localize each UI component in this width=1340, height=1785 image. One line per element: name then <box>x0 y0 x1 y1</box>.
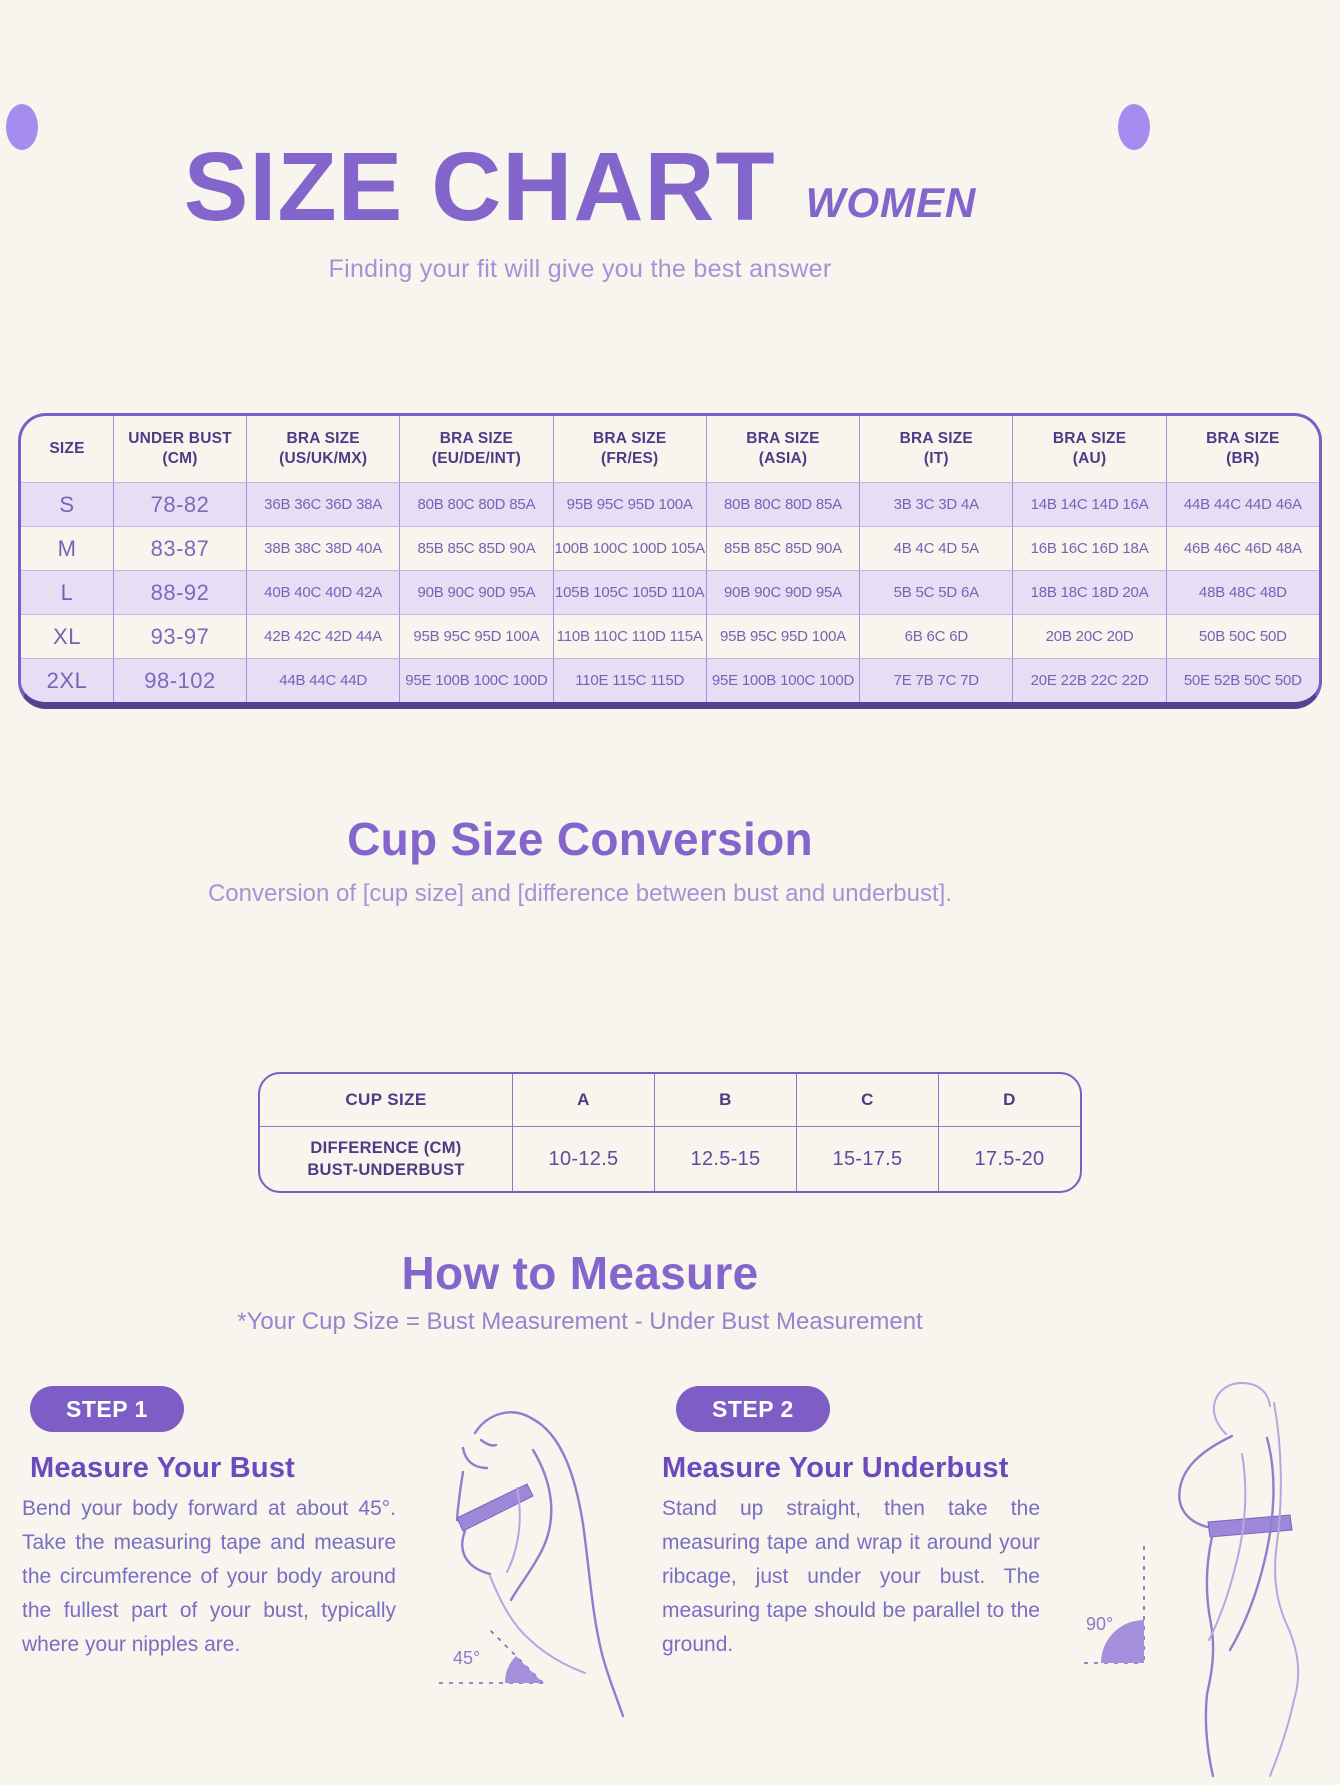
cell: L <box>60 579 74 605</box>
cup-row-label-line1: DIFFERENCE (CM) <box>310 1138 462 1157</box>
header-line: (CM) <box>162 450 198 467</box>
cell: 95B 95C 95D 100A <box>706 615 859 658</box>
header-line: BRA SIZE <box>899 429 973 447</box>
cup-table-data-row <box>260 1126 1080 1191</box>
tagline: Finding your fit will give you the best answer <box>328 255 832 283</box>
cell: XL <box>53 623 81 649</box>
column-header-underbust <box>113 416 246 482</box>
column-header-it <box>859 416 1012 482</box>
cup-header-label: CUP SIZE <box>345 1090 427 1109</box>
cell: 85B 85C 85D 90A <box>399 527 552 570</box>
cell: 14B 14C 14D 16A <box>1012 483 1165 526</box>
cell: M <box>57 535 77 561</box>
cell: 4B 4C 4D 5A <box>859 527 1012 570</box>
cell: 90B 90C 90D 95A <box>706 571 859 614</box>
cup-header-b: B <box>654 1074 796 1126</box>
size-table-header-row <box>21 416 1319 482</box>
cell: 38B 38C 38D 40A <box>246 527 399 570</box>
angle-label-90: 90° <box>1086 1614 1114 1634</box>
angle-label-45: 45° <box>453 1648 481 1668</box>
column-header-br <box>1166 416 1319 482</box>
cell: 50E 52B 50C 50D <box>1166 659 1319 702</box>
header-line: BRA SIZE <box>439 429 514 447</box>
step1-body: Bend your body forward at about 45°. Take the measuring tape and measure the circumference of your body around the fullest part of your bust, typically where your nipples are. <box>22 1497 396 1656</box>
how-to-measure-heading <box>0 1246 1160 1336</box>
column-header-asia <box>706 416 859 482</box>
cell: 105B 105C 105D 110A <box>553 571 706 614</box>
cell: 85B 85C 85D 90A <box>706 527 859 570</box>
size-row-s <box>21 482 1319 526</box>
step2-badge-label: STEP 2 <box>712 1395 794 1422</box>
cell: 93-97 <box>113 615 246 658</box>
cell: 6B 6C 6D <box>859 615 1012 658</box>
cup-table-header-row <box>260 1074 1080 1126</box>
cell: 44B 44C 44D 46A <box>1166 483 1319 526</box>
cell: 44B 44C 44D <box>246 659 399 702</box>
cell: 40B 40C 40D 42A <box>246 571 399 614</box>
header-line: BRA SIZE <box>746 429 820 447</box>
size-row-xl <box>21 614 1319 658</box>
step1-title: Measure Your Bust <box>30 1452 296 1484</box>
cup-size-section-heading <box>0 812 1160 908</box>
column-header-au <box>1012 416 1165 482</box>
header <box>0 132 1160 284</box>
underbust-measurement-illustration <box>1072 1378 1340 1785</box>
column-header-fr-es <box>553 416 706 482</box>
cell: 100B 100C 100D 105A <box>553 527 706 570</box>
cell: 90B 90C 90D 95A <box>399 571 552 614</box>
cup-header-a: A <box>512 1074 654 1126</box>
cell: 12.5-15 <box>654 1127 796 1191</box>
header-line: BRA SIZE <box>1052 429 1127 447</box>
step1-badge-label: STEP 1 <box>66 1395 148 1422</box>
cell: 95B 95C 95D 100A <box>399 615 552 658</box>
size-row-l <box>21 570 1319 614</box>
cell: 46B 46C 46D 48A <box>1166 527 1319 570</box>
cell: 95E 100B 100C 100D <box>706 659 859 702</box>
cell: 88-92 <box>113 571 246 614</box>
cup-size-table <box>258 1072 1082 1193</box>
step1-badge <box>30 1386 184 1432</box>
header-line: BRA SIZE <box>593 429 667 447</box>
cell: 2XL <box>46 667 88 693</box>
header-line: (IT) <box>923 450 949 467</box>
size-row-m <box>21 526 1319 570</box>
column-header-size <box>21 416 113 482</box>
measure-section-title: How to Measure <box>401 1247 759 1299</box>
header-line: UNDER BUST <box>128 429 232 447</box>
cell: 42B 42C 42D 44A <box>246 615 399 658</box>
column-header-eu-de-int <box>399 416 552 482</box>
step2-body: Stand up straight, then take the measuring tape and wrap it around your ribcage, just under your bust. The measuring tape should be parallel to the ground. <box>662 1497 1040 1656</box>
cup-header-d: D <box>938 1074 1080 1126</box>
page-title-suffix: WOMEN <box>805 179 977 226</box>
header-line: (ASIA) <box>758 450 808 467</box>
step2-badge <box>676 1386 830 1432</box>
cell: 110E 115C 115D <box>553 659 706 702</box>
cell: 95E 100B 100C 100D <box>399 659 552 702</box>
cell: 110B 110C 110D 115A <box>553 615 706 658</box>
header-line: (AU) <box>1072 450 1107 467</box>
cup-row-label <box>260 1127 512 1191</box>
cell: S <box>59 491 75 517</box>
cup-header-c: C <box>796 1074 938 1126</box>
cell: 20E 22B 22C 22D <box>1012 659 1165 702</box>
header-line: (FR/ES) <box>601 450 659 467</box>
size-row-2xl <box>21 658 1319 702</box>
cell: 15-17.5 <box>796 1127 938 1191</box>
step2-title: Measure Your Underbust <box>662 1452 1009 1484</box>
header-line: BRA SIZE <box>286 429 360 447</box>
cell: 10-12.5 <box>512 1127 654 1191</box>
cell: 48B 48C 48D <box>1166 571 1319 614</box>
page-title: SIZE CHART <box>183 132 776 241</box>
cell: 20B 20C 20D <box>1012 615 1165 658</box>
cup-row-label-line2: BUST-UNDERBUST <box>307 1161 465 1179</box>
cup-section-title: Cup Size Conversion <box>347 813 813 865</box>
cell: 3B 3C 3D 4A <box>859 483 1012 526</box>
measure-section-subtitle: *Your Cup Size = Bust Measurement - Under Bust Measurement <box>237 1308 923 1335</box>
cell: 36B 36C 36D 38A <box>246 483 399 526</box>
cell: 50B 50C 50D <box>1166 615 1319 658</box>
cell: 98-102 <box>113 659 246 702</box>
cell: 95B 95C 95D 100A <box>553 483 706 526</box>
header-line: BRA SIZE <box>1206 429 1280 447</box>
cell: 80B 80C 80D 85A <box>399 483 552 526</box>
header-line: (US/UK/MX) <box>279 450 368 467</box>
cell: 18B 18C 18D 20A <box>1012 571 1165 614</box>
header-line: SIZE <box>49 439 85 457</box>
header-line: (EU/DE/INT) <box>431 450 521 467</box>
cup-section-subtitle: Conversion of [cup size] and [difference between bust and underbust]. <box>207 880 953 907</box>
cell: 17.5-20 <box>938 1127 1080 1191</box>
column-header-us-uk-mx <box>246 416 399 482</box>
cell: 7E 7B 7C 7D <box>859 659 1012 702</box>
cell: 16B 16C 16D 18A <box>1012 527 1165 570</box>
cell: 80B 80C 80D 85A <box>706 483 859 526</box>
cell: 78-82 <box>113 483 246 526</box>
header-line: (BR) <box>1226 450 1260 467</box>
cell: 5B 5C 5D 6A <box>859 571 1012 614</box>
cell: 83-87 <box>113 527 246 570</box>
size-table <box>18 413 1322 709</box>
title-row <box>0 132 1160 241</box>
bust-measurement-illustration <box>415 1388 647 1785</box>
